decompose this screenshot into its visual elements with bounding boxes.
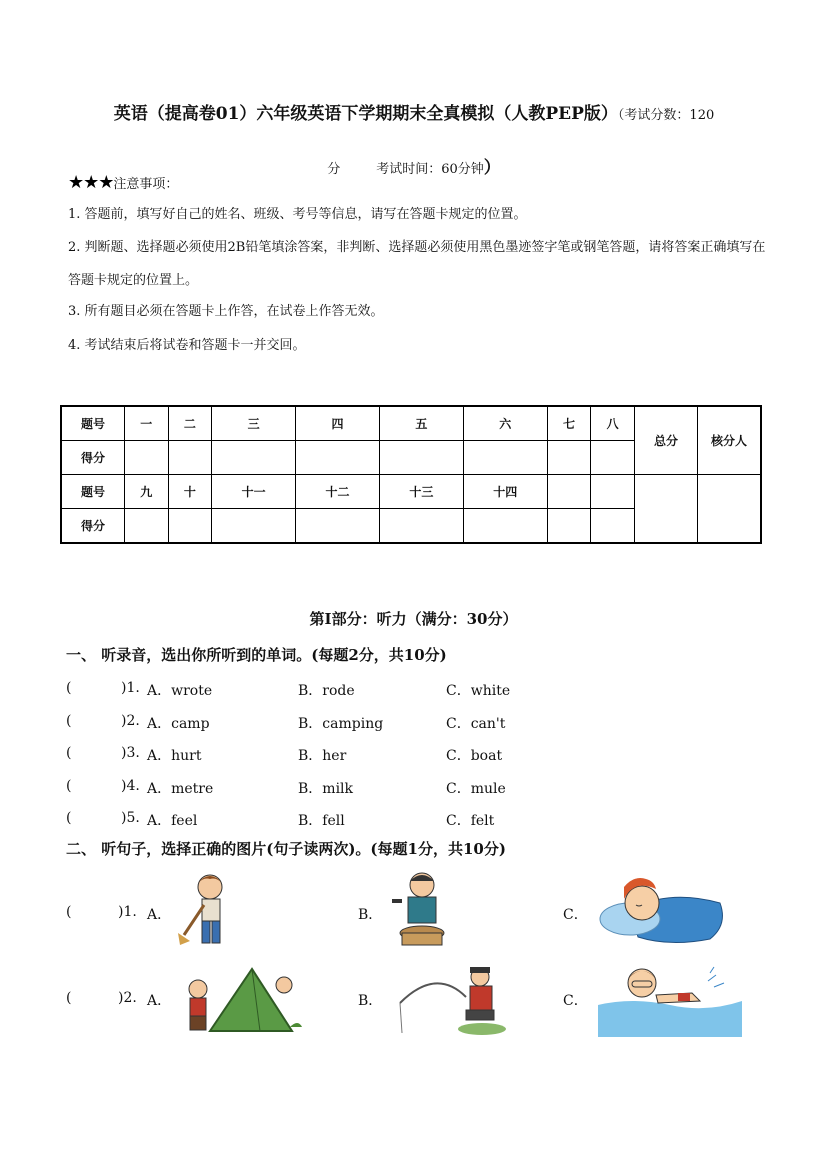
question-number: )3. [121, 745, 140, 761]
option-a: A．wrote [147, 683, 213, 699]
q-cell: 六 [463, 406, 547, 441]
boy-swimming-picture[interactable] [596, 961, 744, 1037]
option-a: A．hurt [147, 748, 202, 764]
option-c: C． [563, 993, 588, 1009]
boy-sweeping-picture[interactable] [176, 871, 240, 949]
empty-cell [547, 475, 591, 509]
label-score-1: 得分 [61, 441, 125, 475]
option-c: C．can't [446, 716, 506, 732]
score-cell[interactable] [379, 509, 463, 544]
label-question-1: 题号 [61, 406, 125, 441]
title-score: （考试分数：120 [617, 108, 715, 123]
q-cell: 九 [125, 475, 169, 509]
notice-heading-text: 注意事项： [113, 177, 179, 192]
score-cell[interactable] [125, 509, 169, 544]
part-title: 第I部分：听力（满分：30分） [309, 610, 518, 628]
q-cell: 十二 [296, 475, 380, 509]
picture-question-row [66, 955, 766, 1035]
q-cell: 三 [212, 406, 296, 441]
answer-paren[interactable]: ( [66, 713, 72, 729]
man-fishing-picture[interactable] [396, 963, 512, 1037]
option-a: A． [147, 907, 172, 923]
q-cell: 十四 [463, 475, 547, 509]
question-number: )5. [121, 810, 140, 826]
score-cell[interactable] [591, 441, 635, 475]
option-c: C．felt [446, 813, 495, 829]
option-b: B． [358, 907, 383, 923]
question-number: )4. [121, 778, 140, 794]
q-cell: 八 [591, 406, 635, 441]
label-score-2: 得分 [61, 509, 125, 544]
score-cell[interactable] [168, 441, 212, 475]
option-a: A．camp [147, 716, 210, 732]
title-main: 英语（提高卷01）六年级英语下学期期末全真模拟（人教PEP版） [113, 104, 618, 124]
score-cell[interactable] [125, 441, 169, 475]
checker-cell[interactable] [698, 475, 762, 544]
q-cell: 一 [125, 406, 169, 441]
answer-paren[interactable]: ( [66, 680, 72, 696]
option-b: B．rode [298, 683, 355, 699]
notice-item-4: 4. 考试结束后将试卷和答题卡一并交回。 [68, 338, 306, 353]
q-cell: 四 [296, 406, 380, 441]
total-score-cell[interactable] [635, 475, 698, 544]
score-cell[interactable] [296, 509, 380, 544]
option-c: C．mule [446, 781, 506, 797]
option-b: B．fell [298, 813, 345, 829]
section-2-title: 二、 听句子，选择正确的图片(句子读两次)。(每题1分，共10分) [66, 840, 506, 858]
option-a: A．metre [147, 781, 214, 797]
stars-icon: ★★★ [68, 172, 114, 193]
q-cell: 五 [379, 406, 463, 441]
score-cell[interactable] [212, 441, 296, 475]
q-cell: 二 [168, 406, 212, 441]
notice-heading [68, 172, 178, 193]
child-sleeping-picture[interactable] [590, 869, 730, 949]
answer-paren[interactable]: ( [66, 745, 72, 761]
score-cell[interactable] [168, 509, 212, 544]
option-b: B．milk [298, 781, 354, 797]
picture-question-row [66, 869, 766, 949]
score-cell[interactable] [379, 441, 463, 475]
answer-paren[interactable]: ( [66, 810, 72, 826]
answer-paren[interactable]: ( [66, 904, 72, 920]
total-label: 总分 [635, 406, 698, 475]
answer-paren[interactable]: ( [66, 990, 72, 1006]
question-number: )2. [118, 990, 137, 1006]
score-cell[interactable] [591, 509, 635, 544]
camping-tent-picture[interactable] [180, 961, 304, 1037]
notice-item-3: 3. 所有题目必须在答题卡上作答，在试卷上作答无效。 [68, 304, 384, 319]
notice-item-1: 1. 答题前，填写好自己的姓名、班级、考号等信息，请写在答题卡规定的位置。 [68, 207, 527, 222]
question-row [66, 745, 766, 775]
checker-label: 核分人 [698, 406, 762, 475]
title-time: 考试时间：60分钟 [376, 162, 484, 177]
option-b: B． [358, 993, 383, 1009]
score-cell[interactable] [463, 509, 547, 544]
option-c: C． [563, 907, 588, 923]
option-c: C．white [446, 683, 511, 699]
option-c: C．boat [446, 748, 503, 764]
question-row [66, 713, 766, 743]
question-number: )1. [118, 904, 137, 920]
option-a: A． [147, 993, 172, 1009]
question-row [66, 778, 766, 808]
empty-cell [591, 475, 635, 509]
score-table [60, 405, 762, 544]
question-row [66, 680, 766, 710]
title-close: ） [483, 158, 501, 178]
score-cell[interactable] [463, 441, 547, 475]
q-cell: 七 [547, 406, 591, 441]
q-cell: 十三 [379, 475, 463, 509]
score-cell[interactable] [212, 509, 296, 544]
man-making-pottery-picture[interactable] [386, 869, 458, 949]
score-cell[interactable] [547, 509, 591, 544]
option-a: A．feel [147, 813, 198, 829]
notice-item-2: 2. 判断题、选择题必须使用2B铅笔填涂答案，非判断、选择题必须使用黑色墨迹签字笔或钢笔答题，请将答案正确填写在答题卡规定的位置上。 [68, 240, 766, 288]
score-cell[interactable] [547, 441, 591, 475]
title-fen: 分 [327, 162, 341, 177]
score-cell[interactable] [296, 441, 380, 475]
option-b: B．camping [298, 716, 384, 732]
question-row [66, 810, 766, 840]
section-1-title: 一、 听录音，选出你所听到的单词。(每题2分，共10分) [66, 646, 447, 664]
q-cell: 十一 [212, 475, 296, 509]
option-b: B．her [298, 748, 347, 764]
q-cell: 十 [168, 475, 212, 509]
label-question-2: 题号 [61, 475, 125, 509]
question-number: )2. [121, 713, 140, 729]
answer-paren[interactable]: ( [66, 778, 72, 794]
question-number: )1. [121, 680, 140, 696]
